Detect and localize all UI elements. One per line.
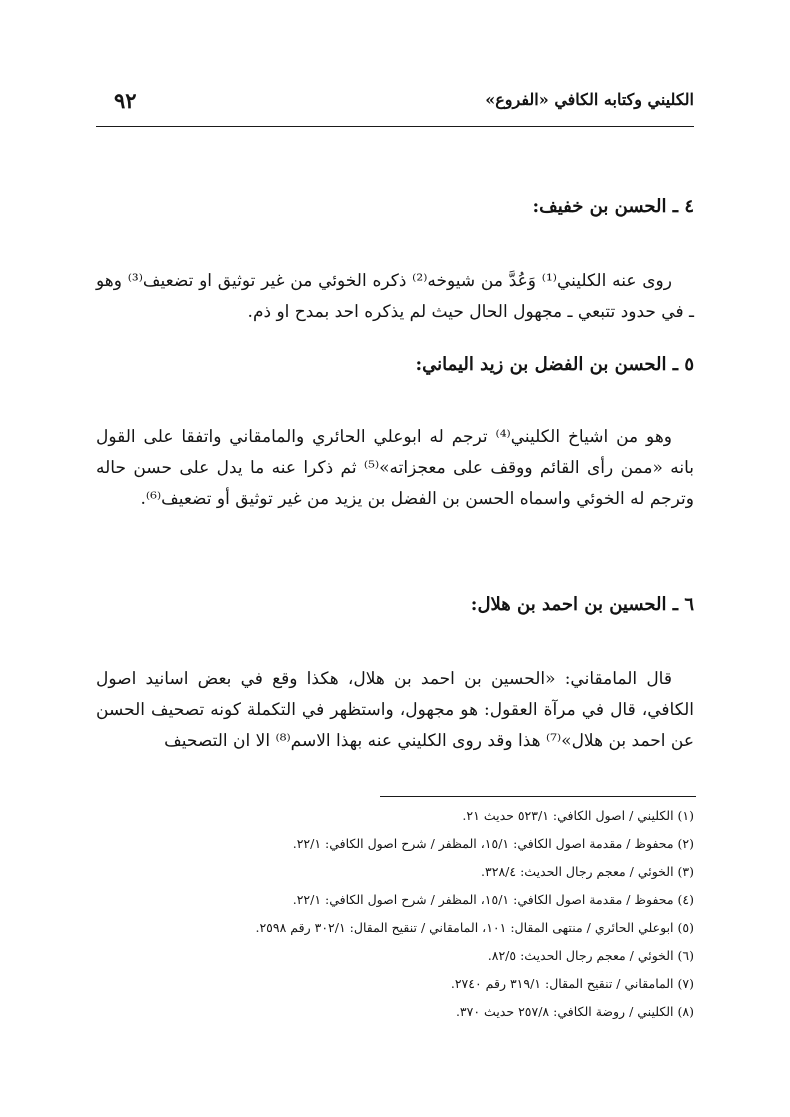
running-title: الكليني وكتابه الكافي «الفروع»: [485, 90, 694, 109]
page-number: ٩٢: [114, 88, 137, 113]
section-paragraph: وهو من اشياخ الكليني⁽⁴⁾ ترجم له ابوعلي الحائري والمامقاني واتفقا على القول بانه «ممن رأى القائم ووقف على معجزاته»⁽⁵⁾ ثم ذكرا عنه ما يدل على حسن حاله وترجم له الخوئي واسماه الحسن بن الفضل بن يزيد من غير توثيق أو تضعيف⁽⁶⁾.: [96, 427, 695, 509]
footnote: (٨) الكليني / روضة الكافي: ٢٥٧/٨ حديث ٣٧٠.: [455, 1004, 694, 1019]
page-header: [96, 86, 694, 127]
footnotes-list: [96, 802, 694, 1026]
footnote: (٣) الخوئي / معجم رجال الحديث: ٣٢٨/٤.: [481, 864, 694, 879]
footnote: (٤) محفوظ / مقدمة اصول الكافي: ١٥/١، المظفر / شرح اصول الكافي: ٢٢/١.: [292, 892, 694, 907]
section-heading: ٤ ـ الحسن بن خفيف:: [532, 196, 694, 217]
footnote: (٧) المامقاني / تنقيح المقال: ٣١٩/١ رقم ٢٧٤٠.: [450, 976, 694, 991]
footnote: (٥) ابوعلي الحائري / منتهى المقال: ١٠١، المامقاني / تنقيح المقال: ٣٠٢/١ رقم ٢٥٩٨.: [255, 920, 694, 935]
footnote: (٢) محفوظ / مقدمة اصول الكافي: ١٥/١، المظفر / شرح اصول الكافي: ٢٢/١.: [292, 836, 694, 851]
section-paragraph: روى عنه الكليني⁽¹⁾ وَعُدَّ من شيوخه⁽²⁾ ذكره الخوئي من غير توثيق او تضعيف⁽³⁾ وهو ـ في حدود تتبعي ـ مجهول الحال حيث لم يذكره احد بمدح او ذم.: [96, 271, 694, 322]
footnote: (١) الكليني / اصول الكافي: ٥٢٣/١ حديث ٢١.: [462, 808, 694, 823]
footnote-divider: [380, 796, 696, 797]
section-paragraph: قال المامقاني: «الحسين بن احمد بن هلال، هكذا وقع في بعض اسانيد اصول الكافي، قال في مرآة العقول: هو مجهول، واستظهر في التكملة كونه تصحيف الحسن عن احمد بن هلال»⁽⁷⁾ هذا وقد روى الكليني عنه بهذا الاسم⁽⁸⁾ الا ان التصحيف: [96, 669, 694, 751]
section-heading: ٦ ـ الحسين بن احمد بن هلال:: [470, 594, 694, 615]
footnote: (٦) الخوئي / معجم رجال الحديث: ٨٢/٥.: [487, 948, 694, 963]
section-heading: ٥ ـ الحسن بن الفضل بن زيد اليماني:: [415, 354, 694, 375]
